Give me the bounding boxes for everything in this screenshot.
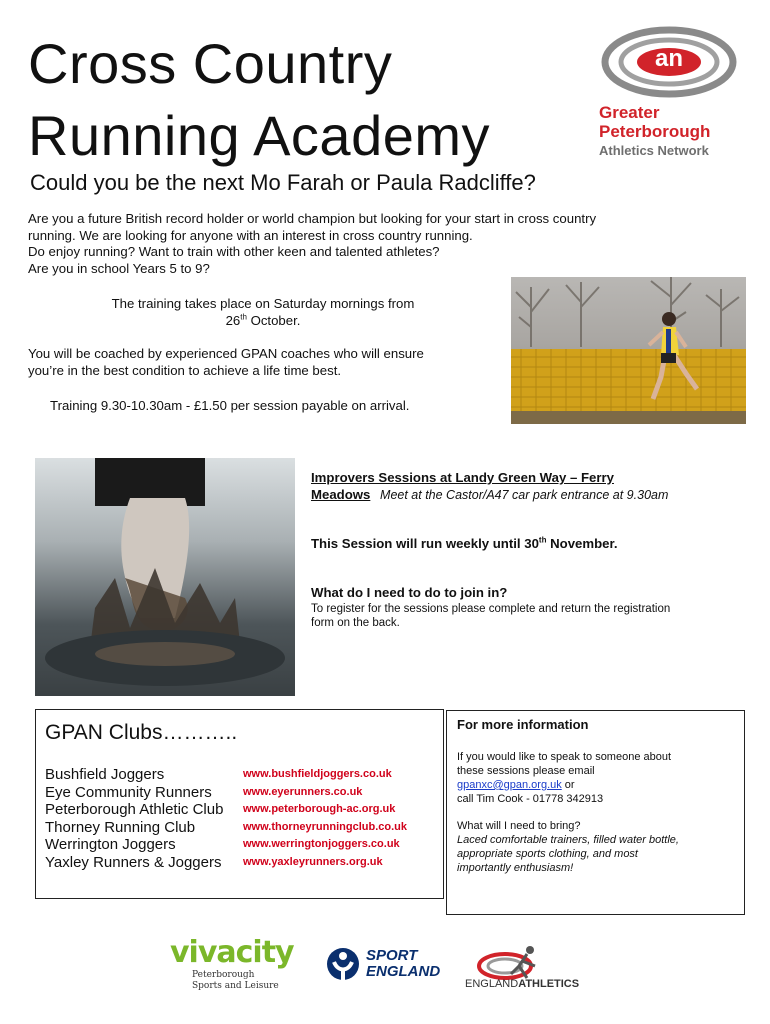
club-row bbox=[45, 766, 440, 784]
sessions-heading: Improvers Sessions at Landy Green Way – Ferry bbox=[311, 470, 614, 485]
runner-scene-image bbox=[511, 277, 746, 424]
logo-line-greater: Greater bbox=[599, 103, 660, 122]
gpan-logo bbox=[595, 24, 745, 164]
join-line: form on the back. bbox=[311, 617, 400, 629]
info-title: For more information bbox=[457, 717, 589, 732]
club-website-link[interactable]: www.peterborough-ac.org.uk bbox=[243, 803, 396, 815]
club-row bbox=[45, 854, 440, 872]
club-name: Yaxley Runners & Joggers bbox=[45, 853, 222, 871]
join-line: To register for the sessions please complete and return the registration bbox=[311, 603, 671, 615]
england-athletics-logo bbox=[465, 944, 595, 994]
meeting-point: Meet at the Castor/A47 car park entrance at 9.30am bbox=[380, 487, 669, 502]
join-heading: What do I need to do to join in? bbox=[311, 585, 508, 600]
club-website-link[interactable]: www.werringtonjoggers.co.uk bbox=[243, 838, 400, 850]
club-name: Thorney Running Club bbox=[45, 818, 196, 836]
page-subtitle: Could you be the next Mo Farah or Paula Radcliffe? bbox=[30, 170, 536, 195]
info-box bbox=[446, 710, 745, 915]
clubs-title: GPAN Clubs……….. bbox=[45, 721, 238, 744]
intro-line: running. We are looking for anyone with an interest in cross country running. bbox=[28, 227, 473, 243]
club-row bbox=[45, 836, 440, 854]
sport-england-emblem-icon bbox=[326, 946, 360, 982]
intro-line: Are you in school Years 5 to 9? bbox=[28, 260, 210, 276]
club-website-link[interactable]: www.yaxleyrunners.org.uk bbox=[243, 855, 383, 868]
info-line: these sessions please email bbox=[457, 765, 595, 777]
bring-question: What will I need to bring? bbox=[457, 820, 581, 832]
join-instructions bbox=[311, 602, 751, 630]
runner-photo bbox=[511, 277, 746, 424]
page-title-line-1: Cross Country bbox=[28, 32, 393, 95]
gpan-logo-mark: an bbox=[654, 45, 683, 72]
club-website-link[interactable]: www.eyerunners.co.uk bbox=[243, 785, 363, 798]
england-athletics-emblem-icon bbox=[475, 944, 545, 982]
email-link[interactable]: gpanxc@gpan.org.uk bbox=[457, 779, 562, 791]
club-website-link[interactable]: www.bushfieldjoggers.co.uk bbox=[243, 768, 392, 780]
club-name: Bushfield Joggers bbox=[45, 766, 165, 783]
info-line: If you would like to speak to someone about bbox=[457, 751, 672, 763]
club-name: Werrington Joggers bbox=[45, 836, 176, 853]
info-contact bbox=[457, 750, 737, 806]
intro-line: Are you a future British record holder or world champion but looking for your start in cross country bbox=[28, 211, 597, 226]
vivacity-wordmark: vivacity bbox=[170, 935, 294, 970]
bring-line: appropriate sports clothing, and most bbox=[457, 848, 638, 860]
mud-splash-image bbox=[35, 458, 295, 696]
sessions-block bbox=[311, 470, 751, 503]
info-email-line: gpanxc@gpan.org.uk or bbox=[457, 779, 575, 791]
club-name: Eye Community Runners bbox=[45, 783, 212, 801]
england-athletics-wordmark: ENGLANDATHLETICS bbox=[465, 978, 580, 990]
info-phone: call Tim Cook - 01778 342913 bbox=[457, 793, 604, 805]
vivacity-logo bbox=[170, 936, 310, 1006]
intro-paragraph bbox=[28, 211, 748, 277]
coaching-line: You will be coached by experienced GPAN coaches who will ensure bbox=[28, 346, 424, 361]
page-title-line-2: Running Academy bbox=[28, 104, 491, 167]
sessions-location: Meadows bbox=[311, 486, 371, 502]
sport-england-logo bbox=[326, 946, 451, 986]
bring-line: Laced comfortable trainers, filled water bottle, bbox=[457, 834, 679, 846]
training-schedule bbox=[28, 296, 498, 329]
clubs-list bbox=[45, 766, 440, 871]
muddy-feet-photo bbox=[35, 458, 295, 696]
sport-england-line-2: ENGLAND bbox=[366, 963, 441, 980]
training-cost: Training 9.30-10.30am - £1.50 per session payable on arrival. bbox=[50, 398, 410, 413]
club-row bbox=[45, 819, 440, 837]
club-name: Peterborough Athletic Club bbox=[45, 801, 224, 818]
bring-section bbox=[457, 819, 737, 875]
vivacity-sub-2: Sports and Leisure bbox=[192, 981, 279, 991]
club-website-link[interactable]: www.thorneyrunningclub.co.uk bbox=[243, 820, 407, 833]
coaching-paragraph bbox=[28, 346, 508, 379]
club-row bbox=[45, 784, 440, 802]
coaching-line: you’re in the best condition to achieve a life time best. bbox=[28, 362, 342, 378]
vivacity-sub-1: Peterborough bbox=[192, 970, 255, 980]
logo-line-athletics-network: Athletics Network bbox=[599, 143, 709, 158]
sport-england-line-1: SPORT bbox=[366, 947, 418, 964]
club-row bbox=[45, 801, 440, 819]
training-date: 26th October. bbox=[225, 312, 301, 328]
clubs-box bbox=[35, 709, 444, 899]
training-line-1: The training takes place on Saturday mornings from bbox=[111, 296, 415, 311]
bring-line: importantly enthusiasm! bbox=[457, 862, 574, 874]
weekly-notice: This Session will run weekly until 30th November. bbox=[311, 535, 618, 551]
logo-line-peterborough: Peterborough bbox=[599, 122, 711, 141]
intro-line: Do enjoy running? Want to train with other keen and talented athletes? bbox=[28, 244, 440, 259]
sessions-heading-line-2 bbox=[311, 487, 751, 504]
